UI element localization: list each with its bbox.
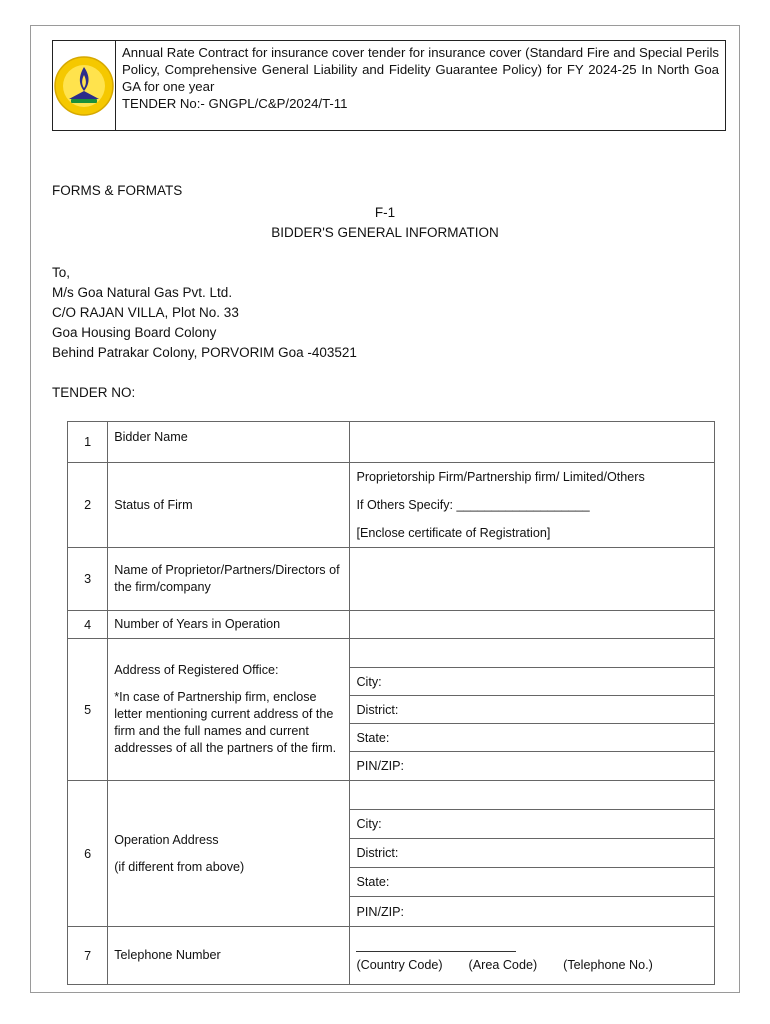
- bidder-info-table: [67, 421, 715, 985]
- area-code-label: (Area Code): [468, 958, 538, 972]
- pin-zip-field[interactable]: [350, 752, 714, 780]
- state-label: State:: [356, 730, 390, 745]
- table-row: [68, 781, 715, 927]
- proprietor-names-field[interactable]: [350, 548, 715, 611]
- telephone-underline: [356, 951, 516, 952]
- row-label: Name of Proprietor/Partners/Directors of the firm/company: [108, 548, 350, 611]
- row-number: 3: [68, 548, 108, 611]
- status-options: Proprietorship Firm/Partnership firm/ Limited/Others: [356, 470, 645, 484]
- table-row: [68, 422, 715, 463]
- district-label: District:: [356, 846, 399, 860]
- row-label: Telephone Number: [108, 927, 350, 985]
- row-label: Status of Firm: [108, 463, 350, 548]
- header-title: Annual Rate Contract for insurance cover tender for insurance cover (Standard Fire and Special Perils Policy, Comprehensive General Liability and Fidelity Guarantee Policy) for FY 2024-25 In North Goa GA for one year: [122, 45, 719, 94]
- years-in-operation-field[interactable]: [350, 611, 715, 639]
- telephone-codes: [350, 958, 714, 972]
- status-enclose-note: [Enclose certificate of Registration]: [356, 526, 551, 540]
- operation-address: [350, 781, 715, 927]
- row-number: 5: [68, 639, 108, 781]
- city-field[interactable]: [350, 668, 714, 696]
- address-line: Behind Patrakar Colony, PORVORIM Goa -403521: [52, 345, 357, 360]
- bidder-name-field[interactable]: [350, 422, 715, 463]
- pin-zip-label: PIN/ZIP:: [356, 904, 405, 919]
- header-title-cell: [116, 41, 725, 130]
- address-street-field[interactable]: [350, 639, 714, 668]
- row-label-cell: [108, 639, 350, 781]
- row-label: Operation Address: [114, 832, 219, 847]
- state-field[interactable]: [350, 868, 714, 897]
- district-label: District:: [356, 702, 399, 717]
- address-street-field[interactable]: [350, 781, 714, 810]
- status-specify: If Others Specify: ___________________: [356, 498, 590, 512]
- row-label: Address of Registered Office:: [114, 663, 279, 677]
- address-to: To,: [52, 265, 71, 280]
- tender-no-label: TENDER NO:: [52, 385, 136, 400]
- row-number: 7: [68, 927, 108, 985]
- header-tender-number: TENDER No:- GNGPL/C&P/2024/T-11: [122, 96, 348, 111]
- status-of-firm-field[interactable]: [350, 463, 715, 548]
- state-field[interactable]: [350, 724, 714, 752]
- flame-emblem-icon: [53, 55, 115, 117]
- row-number: 2: [68, 463, 108, 548]
- table-row: [68, 548, 715, 611]
- pin-zip-label: PIN/ZIP:: [356, 759, 405, 773]
- row-label-cell: [108, 781, 350, 927]
- form-code: F-1: [374, 205, 396, 220]
- city-label: City:: [356, 817, 382, 831]
- form-title: BIDDER'S GENERAL INFORMATION: [271, 225, 499, 240]
- registered-office-address: [350, 639, 715, 781]
- table-row: [68, 463, 715, 548]
- city-field[interactable]: [350, 810, 714, 839]
- logo-cell: [53, 41, 116, 130]
- pin-zip-field[interactable]: [350, 897, 714, 926]
- table-row: [68, 927, 715, 985]
- row-label: Bidder Name: [108, 422, 350, 463]
- table-row: [68, 639, 715, 781]
- telephone-number-label: (Telephone No.): [563, 958, 653, 972]
- row-number: 4: [68, 611, 108, 639]
- address-line: Goa Housing Board Colony: [52, 325, 217, 340]
- country-code-label: (Country Code): [356, 958, 443, 972]
- section-heading: FORMS & FORMATS: [52, 183, 183, 198]
- row-label: Number of Years in Operation: [108, 611, 350, 639]
- address-line: C/O RAJAN VILLA, Plot No. 33: [52, 305, 239, 320]
- city-label: City:: [356, 674, 382, 689]
- telephone-field[interactable]: [350, 927, 715, 985]
- row-sublabel: (if different from above): [114, 859, 245, 874]
- partnership-note: *In case of Partnership firm, enclose letter mentioning current address of the firm and the full names and current addresses of all the partners of the firm.: [114, 690, 337, 755]
- district-field[interactable]: [350, 839, 714, 868]
- document-header: [52, 40, 726, 131]
- row-number: 6: [68, 781, 108, 927]
- district-field[interactable]: [350, 696, 714, 724]
- state-label: State:: [356, 875, 390, 889]
- table-row: [68, 611, 715, 639]
- address-line: M/s Goa Natural Gas Pvt. Ltd.: [52, 285, 233, 300]
- row-number: 1: [68, 422, 108, 463]
